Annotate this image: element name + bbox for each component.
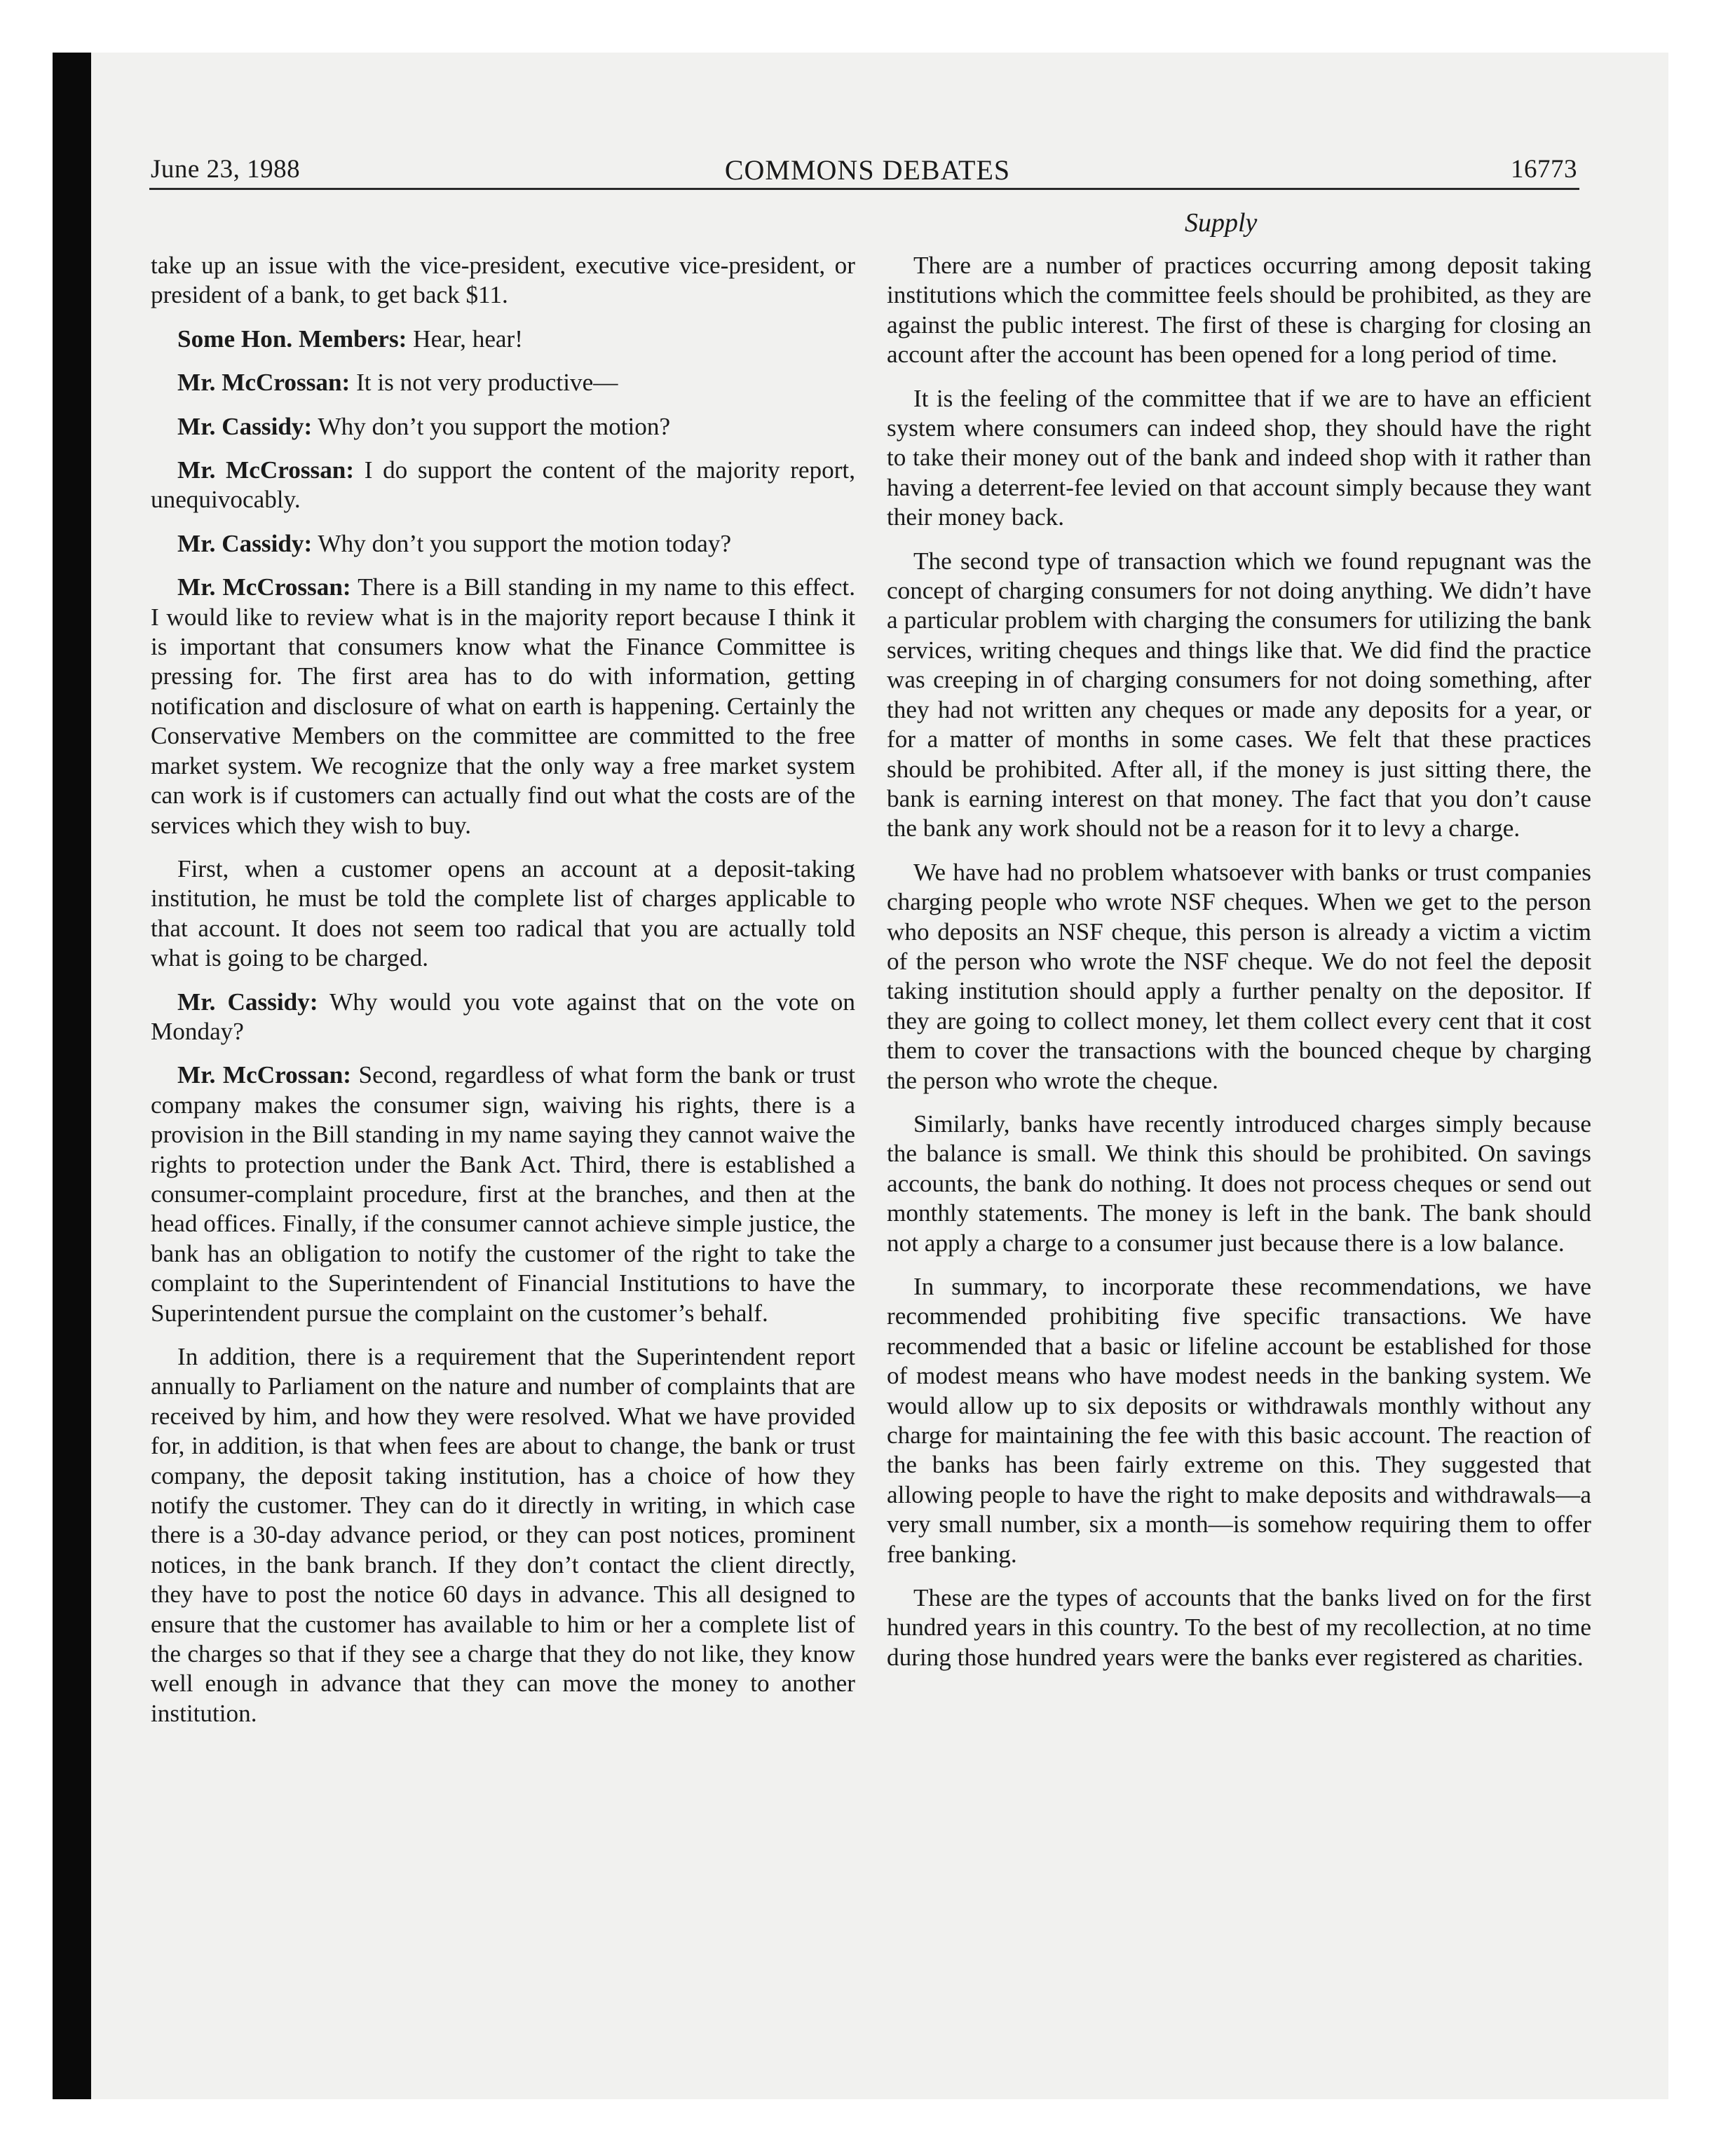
- paragraph-text: It is the feeling of the committee that if we are to have an efficient system where consumers can indeed shop, they should have the right to take their money out of the bank and indeed shop with it rather than having a deterrent-fee levied on that account simply because they want their money back.: [887, 384, 1591, 531]
- paragraph: [887, 858, 1591, 1096]
- left-column: [151, 251, 855, 1742]
- speaker-name: Some Hon. Members:: [177, 325, 407, 353]
- paragraph-text: Why don’t you support the motion today?: [318, 529, 732, 557]
- paragraph-text: Second, regardless of what form the bank or trust company makes the consumer sign, waiving his rights, there is a provision in the Bill standing in my name saying they cannot waive the rights to protection under the Bank Act. Third, there is established a consumer-complaint procedure, first at the branches, and then at the head offices. Finally, if the consumer cannot achieve simple justice, the bank has an obligation to notify the customer of the right to take the complaint to the Superintendent of Financial Institutions to have the Superintendent pursue the complaint on the customer’s behalf.: [151, 1061, 856, 1327]
- paragraph: [151, 251, 855, 311]
- paragraph: [887, 384, 1591, 533]
- paragraph-text: We have had no problem whatsoever with banks or trust companies charging people who wrote NSF cheques. When we get to the person who deposits an NSF cheque, this person is already a victim a victim of the person who wrote the NSF cheque. We do not feel the deposit taking institution should apply a further penalty on the depositor. If they are going to collect money, let them collect every cent that it cost them to cover the transactions with the bounced cheque by charging the person who wrote the cheque.: [887, 858, 1591, 1094]
- speaker-name: Mr. McCrossan:: [177, 456, 355, 484]
- paragraph: [887, 251, 1591, 370]
- paragraph: [151, 456, 855, 515]
- paragraph: [887, 547, 1591, 844]
- right-column: [887, 251, 1591, 1686]
- speaker-name: Mr. McCrossan:: [177, 573, 351, 601]
- paragraph-text: In addition, there is a requirement that the Superintendent report annually to Parliament on the nature and number of complaints that are received by him, and how they were resolved. What we have provided for, in addition, is that when fees are about to change, the bank or trust company, the deposit taking institution, has a choice of how they notify the customer. They can do it directly in writing, in which case there is a 30-day advance period, or they can post notices, prominent notices, in the bank branch. If they don’t contact the client directly, they have to post the notice 60 days in advance. This all designed to ensure that the customer has available to him or her a complete list of the charges so that if they see a charge that they do not like, they know well enough in advance that they can move the money to another institution.: [151, 1343, 855, 1727]
- paragraph: [151, 573, 855, 840]
- speaker-name: Mr. Cassidy:: [177, 412, 313, 440]
- paragraph: [151, 412, 855, 442]
- paragraph-text: Similarly, banks have recently introduced charges simply because the balance is small. We think this should be prohibited. On savings accounts, the bank do nothing. It does not process cheques or send out monthly statements. The money is left in the bank. The bank should not apply a charge to a consumer just because there is a low balance.: [887, 1110, 1591, 1257]
- paragraph: [151, 368, 855, 397]
- header-page-number: 16773: [1511, 155, 1577, 184]
- header-date: June 23, 1988: [151, 155, 301, 184]
- paragraph-text: I do support the content of the majority report, unequivocably.: [151, 456, 856, 514]
- paragraph: [151, 529, 855, 559]
- paragraph: [887, 1110, 1591, 1258]
- paragraph-text: First, when a customer opens an account at a deposit-taking institution, he must be told the complete list of charges applicable to that account. It does not seem too radical that you are actually told what is going to be charged.: [151, 854, 855, 972]
- paragraph-text: Why don’t you support the motion?: [318, 412, 671, 440]
- scan-edge: [53, 53, 91, 2099]
- paragraph-text: These are the types of accounts that the banks lived on for the first hundred years in this country. To the best of my recollection, at no time during those hundred years were the banks ever registered as charities.: [887, 1584, 1591, 1671]
- paragraph-text: The second type of transaction which we found repugnant was the concept of charging consumers for not doing anything. We didn’t have a particular problem with charging the consumers for utilizing the bank services, writing cheques and things like that. We did find the practice was creeping in of charging consumers for not doing something, after they had not written any cheques or made any deposits for a year, or for a matter of months in some cases. We felt that these practices should be prohibited. After all, if the money is just sitting there, the bank is earning interest on that money. The fact that you don’t cause the bank any work should not be a reason for it to levy a charge.: [887, 547, 1591, 842]
- speaker-name: Mr. Cassidy:: [177, 988, 318, 1016]
- paragraph-text: take up an issue with the vice-president, executive vice-president, or president of a bank, to get back $11.: [151, 252, 855, 309]
- section-title: Supply: [1185, 208, 1258, 238]
- paragraph-text: Why would you vote against that on the vote on Monday?: [151, 988, 855, 1045]
- paragraph-text: There are a number of practices occurring among deposit taking institutions which the committee feels should be prohibited, as they are against the public interest. The first of these is charging for closing an account after the account has been opened for a long period of time.: [887, 252, 1591, 369]
- paragraph-text: There is a Bill standing in my name to this effect. I would like to review what is in the majority report because I think it is important that consumers know what the Finance Committee is pressing for. The first area has to do with information, getting notification and disclosure of what on earth is happening. Certainly the Conservative Members on the committee are committed to the free market system. We recognize that the only way a free market system can work is if customers can actually find out what the costs are of the services which they wish to buy.: [151, 573, 855, 839]
- speaker-name: Mr. McCrossan:: [177, 369, 351, 397]
- paragraph-text: It is not very productive—: [356, 369, 618, 397]
- paragraph: [151, 1342, 855, 1728]
- paragraph: [887, 1583, 1591, 1672]
- speaker-name: Mr. Cassidy:: [177, 529, 313, 557]
- paragraph: [151, 988, 855, 1047]
- paragraph: [151, 1060, 855, 1328]
- paragraph: [887, 1272, 1591, 1569]
- paragraph-text: In summary, to incorporate these recommendations, we have recommended prohibiting five specific transactions. We have recommended that a basic or lifeline account be established for those of modest means who have modest needs in the banking system. We would allow up to six deposits or withdrawals monthly without any charge for maintaining the fee with this basic account. The reaction of the banks has been fairly extreme on this. They suggested that allowing people to have the right to make deposits and withdrawals—a very small number, six a month—is somehow requiring them to offer free banking.: [887, 1273, 1591, 1568]
- paragraph: [151, 854, 855, 974]
- header-title: COMMONS DEBATES: [724, 154, 1011, 186]
- header-rule: [149, 188, 1579, 190]
- speaker-name: Mr. McCrossan:: [177, 1061, 351, 1089]
- paragraph: [151, 325, 855, 354]
- paragraph-text: Hear, hear!: [413, 325, 523, 353]
